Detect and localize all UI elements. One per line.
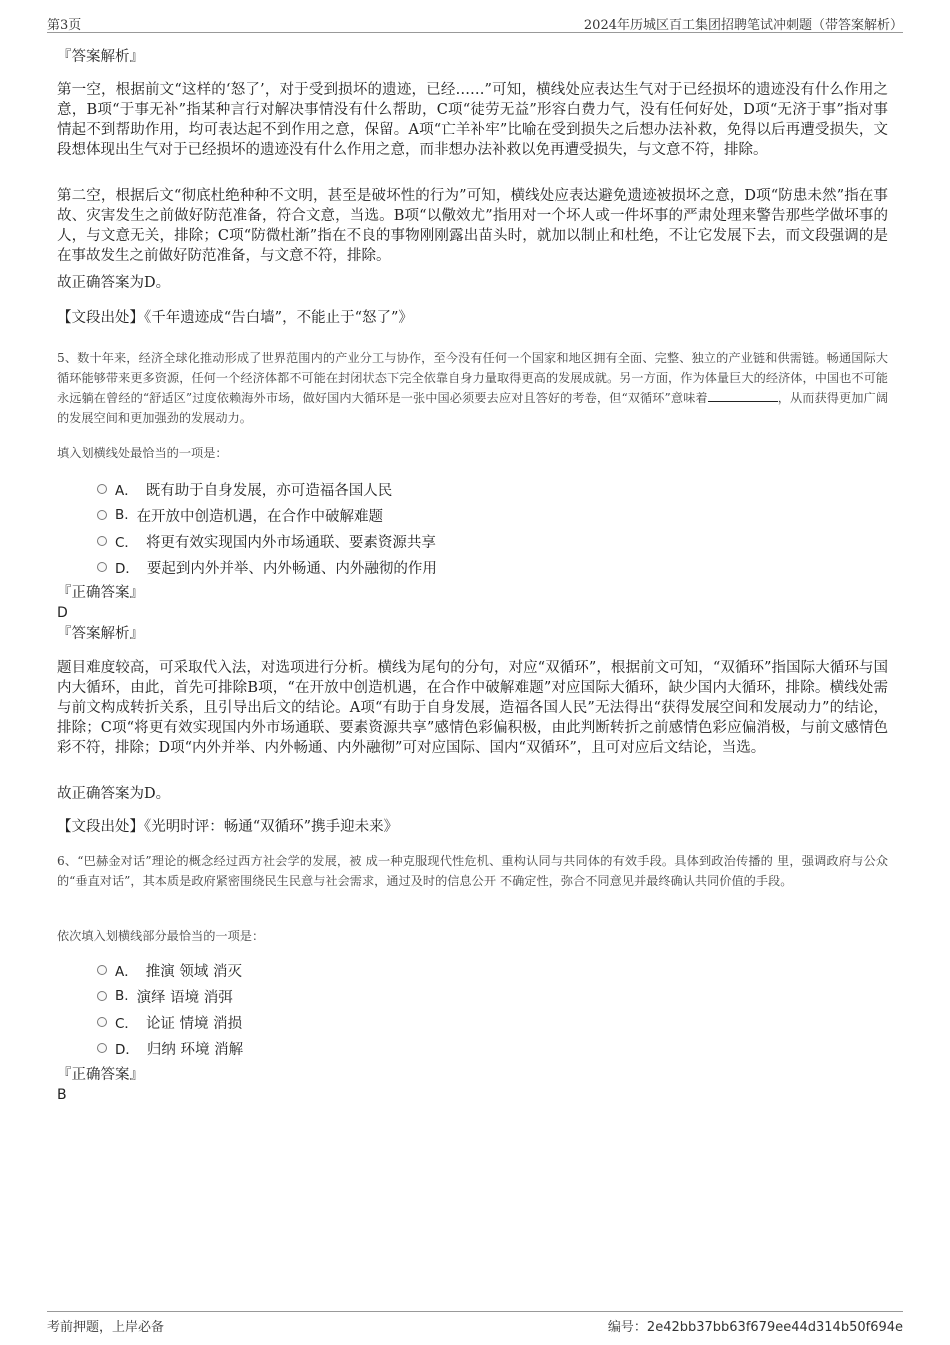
q4-source: 【文段出处】《千年遗迹成“告白墙”，不能止于“怒了”》 [57,310,413,326]
q5-analysis-label: 『答案解析』 [57,626,144,642]
q5-stem-before-blank: 5、数十年来，经济全球化推动形成了世界范围内的产业分工与协作，至今没有任何一个国家和地区拥有全面、完整、独立的产业链和供需链。畅通国际大循环能够带来更多资源，任何一个经济体都不可能在封闭状态下完全依靠自身力量取得更高的发展成就。另一方面，作为体量巨大的经济体，中国也不可能永远躺在曾经的“舒适区”过度依赖海外市场，做好国内大循环是一张中国必须要去应对且答好的考卷，但“双循环”意味着 [57,351,888,405]
q5-analysis: 题目难度较高，可采取代入法，对选项进行分析。横线为尾句的分句，对应“双循环”，根据前文可知，“双循环”指国际大循环与国内大循环，由此，首先可排除B项，“在开放中创造机遇，在合作中破解难题”对应国际大循环，缺少国内大循环，排除。横线处需与前文构成转折关系，且引导出后文的结论。A项“有助于自身发展，造福各国人民”无法得出“获得发展空间和发展动力”的结论，排除；C项“将更有效实现国内外市场通联、要素资源共享”感情色彩偏积极，由此判断转折之前感情色彩应偏消极，与前文感情色彩不符，排除；D项“内外并举、内外畅通、内外融彻”可对应国际、国内“双循环”，且可对应后文结论，当选。 [57,660,888,756]
q6-option-d[interactable]: D． 归纳 环境 消解 [97,1035,888,1061]
q4-analysis-paragraph-2: 第二空，根据后文“彻底杜绝种种不文明，甚至是破坏性的行为”可知，横线处应表达避免遗迹被损坏之意，D项“防患未然”指在事故、灾害发生之前做好防范准备，符合文意，当选。B项“以儆效尤”指用对一个坏人或一件坏事的严肃处理来警告那些学做坏事的人，与文意无关，排除；C项“防微杜渐”指在不良的事物刚刚露出苗头时，就加以制止和杜绝，不让它发展下去，而文段强调的是在事故发生之前做好防范准备，与文意不符，排除。 [57,188,888,264]
q6-answer-label: 『正确答案』 [57,1067,144,1083]
q5-blank [708,389,778,402]
radio-icon[interactable] [97,1043,107,1053]
q5-option-a[interactable]: A． 既有助于自身发展，亦可造福各国人民 [97,476,888,502]
q5-conclusion: 故正确答案为D。 [57,786,171,802]
page-footer [47,1311,903,1336]
q5-stem-after-blank: ，从而获得更加广阔的发展空间和更加强劲的发展动力。 [57,391,889,425]
q5-option-d[interactable]: D． 要起到内外并举、内外畅通、内外融彻的作用 [97,554,888,580]
radio-icon[interactable] [97,991,107,1001]
radio-icon[interactable] [97,536,107,546]
page-number: 第3页 [47,18,82,33]
footer-code-value: 2e42bb37bb63f679ee44d314b50f694e [646,1320,903,1335]
q5-option-b[interactable]: B. 在开放中创造机遇，在合作中破解难题 [97,502,888,528]
footer-slogan: 考前押题，上岸必备 [47,1320,165,1335]
radio-icon[interactable] [97,562,107,572]
document-title: 2024年历城区百工集团招聘笔试冲刺题（带答案解析） [583,18,903,33]
q4-analysis-label: 『答案解析』 [57,49,144,65]
q5-option-c[interactable]: C． 将更有效实现国内外市场通联、要素资源共享 [97,528,888,554]
q5-answer-value: D [57,605,68,621]
page-header [47,12,903,33]
footer-code-label: 编号： [607,1320,647,1335]
q6-prompt: 依次填入划横线部分最恰当的一项是： [57,929,265,943]
q6-answer-value: B [57,1087,67,1103]
radio-icon[interactable] [97,1017,107,1027]
q6-options [97,957,888,1061]
radio-icon[interactable] [97,484,107,494]
q5-stem [57,348,888,428]
q5-source: 【文段出处】《光明时评：畅通“双循环”携手迎未来》 [57,819,399,835]
radio-icon[interactable] [97,965,107,975]
q6-stem: 6、“巴赫金对话”理论的概念经过西方社会学的发展，被 成一种克服现代性危机、重构认同与共同体的有效手段。具体到政治传播的 里，强调政府与公众的“垂直对话”，其本质是政府紧密围绕民生民意与社会需求，通过及时的信息公开 不确定性，弥合不同意见并最终确认共同价值的手段。 [57,854,888,888]
q5-prompt: 填入划横线处最恰当的一项是： [57,446,228,460]
radio-icon[interactable] [97,510,107,520]
q5-options [97,476,888,580]
q4-conclusion: 故正确答案为D。 [57,275,171,291]
q4-analysis-paragraph-1: 第一空，根据前文“这样的‘怒了’，对于受到损坏的遗迹，已经……”可知，横线处应表达生气对于已经损坏的遗迹没有什么作用之意，B项“于事无补”指某种言行对解决事情没有什么帮助，C项“徒劳无益”形容白费力气，没有任何好处，D项“无济于事”指对事情起不到帮助作用，均可表达起不到作用之意，保留。A项“亡羊补牢”比喻在受到损失之后想办法补救，免得以后再遭受损失，文段想体现出生气对于已经损坏的遗迹没有什么作用之意，而非想办法补救以免再遭受损失，与文意不符，排除。 [57,82,888,158]
q6-option-c[interactable]: C． 论证 情境 消损 [97,1009,888,1035]
q5-answer-label: 『正确答案』 [57,585,144,601]
q6-option-b[interactable]: B. 演绎 语境 消弭 [97,983,888,1009]
footer-code [608,1316,903,1335]
q6-option-a[interactable]: A． 推演 领域 消灭 [97,957,888,983]
